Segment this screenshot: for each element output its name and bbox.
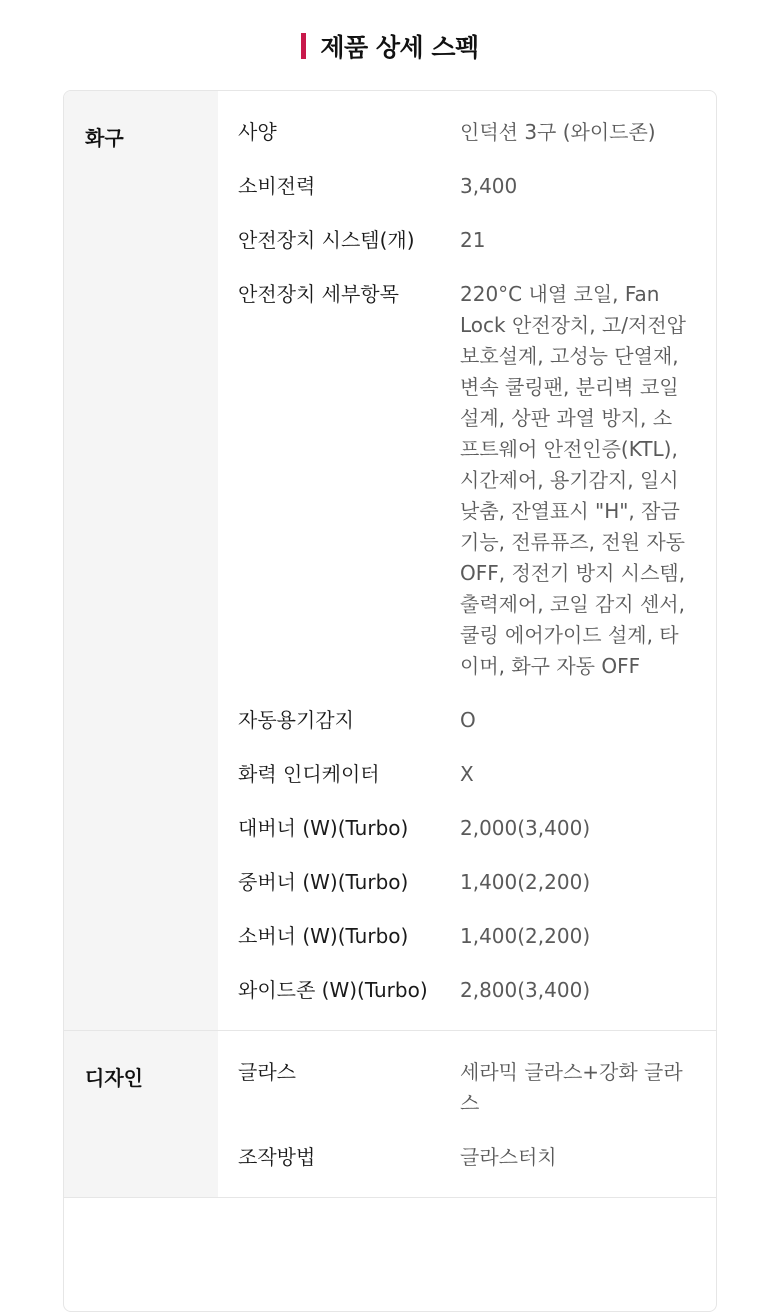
spec-row xyxy=(218,813,716,844)
spec-value: X xyxy=(460,762,474,786)
spec-label: 조작방법 xyxy=(238,1145,316,1169)
spec-row xyxy=(218,279,716,682)
spec-label: 안전장치 세부항목 xyxy=(238,282,399,306)
spec-row xyxy=(218,921,716,952)
spec-label: 중버너 (W)(Turbo) xyxy=(238,870,409,894)
spec-row xyxy=(218,759,716,790)
spec-value: 인덕션 3구 (와이드존) xyxy=(460,120,656,144)
spec-rows xyxy=(218,91,716,1030)
spec-value: 220°C 내열 코일, Fan Lock 안전장치, 고/저전압 보호설계, 고성능 단열재, 변속 쿨링팬, 분리벽 코일 설계, 상판 과열 방지, 소프트웨어 안전인증(KTL), 시간제어, 용기감지, 일시낮춤, 잔열표시 "H", 잠금기능, 전류퓨즈, 전원 자동 OFF, 정전기 방지 시스템, 출력제어, 코일 감지 센서, 쿨링 에어가이드 설계, 타이머, 화구 자동 OFF xyxy=(460,282,686,678)
page-title: 제품 상세 스펙 xyxy=(320,33,479,62)
spec-value: 2,000(3,400) xyxy=(460,816,591,840)
spec-label: 화력 인디케이터 xyxy=(238,762,380,786)
spec-value: 세라믹 글라스+강화 글라스 xyxy=(460,1060,683,1115)
spec-row xyxy=(218,1142,716,1173)
spec-value: 21 xyxy=(460,228,486,252)
spec-rows xyxy=(218,1031,716,1197)
spec-label: 대버너 (W)(Turbo) xyxy=(238,816,409,840)
spec-value: 글라스터치 xyxy=(460,1145,557,1169)
spec-label: 소비전력 xyxy=(238,174,316,198)
spec-label: 자동용기감지 xyxy=(238,708,354,732)
spec-row xyxy=(218,171,716,202)
spec-category: 화구 xyxy=(64,91,218,1030)
spec-row xyxy=(218,867,716,898)
section-header xyxy=(0,28,780,64)
spec-row xyxy=(218,975,716,1006)
spec-row xyxy=(218,225,716,256)
spec-section-burner xyxy=(64,91,716,1031)
spec-value: 1,400(2,200) xyxy=(460,924,591,948)
spec-label: 안전장치 시스템(개) xyxy=(238,228,415,252)
spec-value: 2,800(3,400) xyxy=(460,978,591,1002)
spec-value: 3,400 xyxy=(460,174,518,198)
spec-label: 글라스 xyxy=(238,1060,296,1084)
spec-row xyxy=(218,705,716,736)
spec-label: 사양 xyxy=(238,120,277,144)
spec-section-design xyxy=(64,1031,716,1198)
spec-row xyxy=(218,1057,716,1119)
spec-label: 와이드존 (W)(Turbo) xyxy=(238,978,428,1002)
spec-label: 소버너 (W)(Turbo) xyxy=(238,924,409,948)
spec-value: 1,400(2,200) xyxy=(460,870,591,894)
spec-row xyxy=(218,117,716,148)
spec-table xyxy=(63,90,717,1312)
spec-value: O xyxy=(460,708,476,732)
title-accent-bar xyxy=(301,33,306,59)
spec-category: 디자인 xyxy=(64,1031,218,1197)
